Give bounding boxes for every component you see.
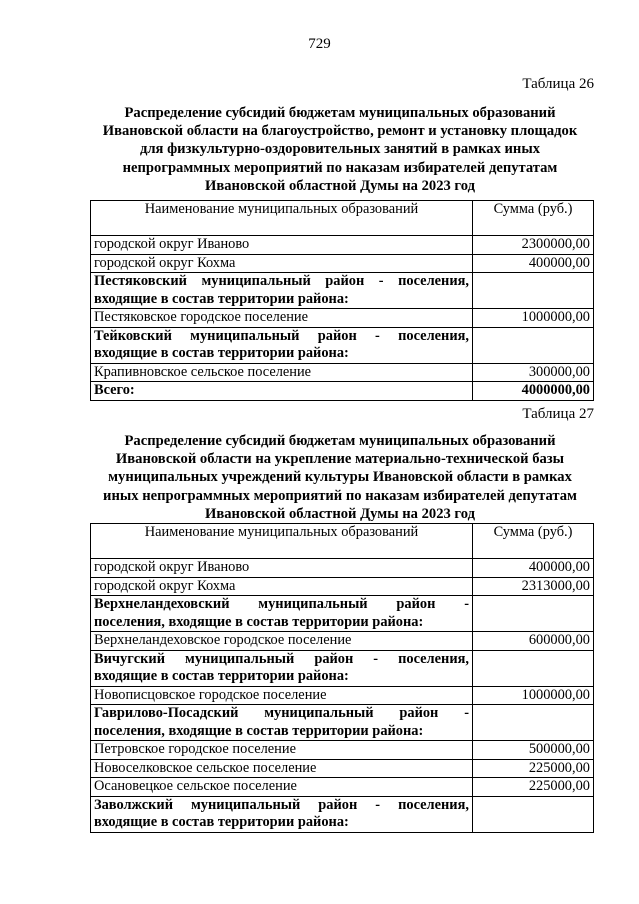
municipality-name: городской округ Кохма <box>91 254 473 273</box>
column-header-sum: Сумма (руб.) <box>473 201 594 236</box>
municipality-name: Верхнеландеховское городское поселение <box>91 632 473 651</box>
district-name <box>91 705 473 741</box>
table-row <box>91 778 594 797</box>
empty-cell <box>473 650 594 686</box>
district-name-line: входящие в состав территории района: <box>94 668 349 684</box>
district-name-line: поселения, входящие в состав территории района: <box>94 613 424 630</box>
table-26 <box>90 200 594 401</box>
municipality-name: Петровское городское поселение <box>91 741 473 760</box>
heading-line: Распределение субсидий бюджетам муниципальных образований <box>124 433 556 449</box>
municipality-name: Пестяковское городское поселение <box>91 309 473 328</box>
district-name-line: входящие в состав территории района: <box>94 345 349 361</box>
district-name-line: Вичугский муниципальный район - поселения, <box>94 650 469 667</box>
subsidy-sum: 400000,00 <box>473 559 594 578</box>
table-row <box>91 632 594 651</box>
page-number: 729 <box>308 36 331 52</box>
empty-cell <box>473 596 594 632</box>
district-name <box>91 796 473 832</box>
subsidy-sum: 400000,00 <box>473 254 594 273</box>
district-name <box>91 596 473 632</box>
district-name-line: Пестяковский муниципальный район - поселения, <box>94 273 469 289</box>
table-27 <box>90 523 594 833</box>
district-name <box>91 327 473 363</box>
subsidy-sum: 225000,00 <box>473 759 594 778</box>
table-row <box>91 759 594 778</box>
heading-line: Распределение субсидий бюджетам муниципальных образований <box>124 105 556 121</box>
district-row <box>91 327 594 363</box>
heading-line: иных непрограммных мероприятий по наказам избирателей депутатам <box>103 487 577 504</box>
table-header-row <box>91 524 594 559</box>
table-26-heading <box>90 104 590 195</box>
subsidy-sum: 600000,00 <box>473 632 594 651</box>
subsidy-sum: 225000,00 <box>473 778 594 797</box>
district-row <box>91 650 594 686</box>
municipality-name: городской округ Иваново <box>91 236 473 255</box>
empty-cell <box>473 796 594 832</box>
table-row <box>91 309 594 328</box>
district-name-line: входящие в состав территории района: <box>94 290 349 307</box>
municipality-name: городской округ Иваново <box>91 559 473 578</box>
subsidy-sum: 500000,00 <box>473 741 594 760</box>
total-label: Всего: <box>91 382 473 401</box>
heading-line: муниципальных учреждений культуры Ивановской области в рамках <box>108 469 572 486</box>
table-row <box>91 686 594 705</box>
district-name-line: Тейковский муниципальный район - поселения, <box>94 327 469 344</box>
subsidy-sum: 2313000,00 <box>473 577 594 596</box>
district-name-line: поселения, входящие в состав территории района: <box>94 722 424 739</box>
district-name <box>91 650 473 686</box>
subsidy-sum: 1000000,00 <box>473 686 594 705</box>
district-name-line: Заволжский муниципальный район - поселения, <box>94 796 469 813</box>
heading-line: Ивановской областной Думы на 2023 год <box>205 505 475 522</box>
municipality-name: Новописцовское городское поселение <box>91 686 473 705</box>
district-name-line: Гаврилово-Посадский муниципальный район - <box>94 705 469 721</box>
empty-cell <box>473 327 594 363</box>
district-name <box>91 273 473 309</box>
district-row <box>91 596 594 632</box>
district-row <box>91 273 594 309</box>
table-27-heading <box>90 432 590 523</box>
empty-cell <box>473 705 594 741</box>
heading-line: Ивановской области на укрепление материально-технической базы <box>115 451 565 468</box>
table-row <box>91 236 594 255</box>
column-header-sum: Сумма (руб.) <box>473 524 594 559</box>
table-26-label: Таблица 26 <box>522 76 594 92</box>
table-27-label: Таблица 27 <box>522 406 594 422</box>
table-header-row <box>91 201 594 236</box>
column-header-name: Наименование муниципальных образований <box>91 524 473 559</box>
subsidy-sum: 1000000,00 <box>473 309 594 328</box>
municipality-name: Новоселковское сельское поселение <box>91 759 473 778</box>
district-name-line: Верхнеландеховский муниципальный район - <box>94 596 469 612</box>
table-row <box>91 559 594 578</box>
column-header-name: Наименование муниципальных образований <box>91 201 473 236</box>
heading-line: Ивановской областной Думы на 2023 год <box>205 177 475 194</box>
table-row <box>91 254 594 273</box>
subsidy-sum: 2300000,00 <box>473 236 594 255</box>
table-row <box>91 577 594 596</box>
municipality-name: Крапивновское сельское поселение <box>91 363 473 382</box>
heading-line: для физкультурно-оздоровительных занятий в рамках иных <box>139 141 541 158</box>
total-sum: 4000000,00 <box>473 382 594 401</box>
empty-cell <box>473 273 594 309</box>
table-row <box>91 363 594 382</box>
district-row <box>91 705 594 741</box>
heading-line: Ивановской области на благоустройство, ремонт и установку площадок <box>102 123 578 140</box>
total-row <box>91 382 594 401</box>
municipality-name: Осановецкое сельское поселение <box>91 778 473 797</box>
heading-line: непрограммных мероприятий по наказам избирателей депутатам <box>122 159 558 176</box>
municipality-name: городской округ Кохма <box>91 577 473 596</box>
district-name-line: входящие в состав территории района: <box>94 814 349 830</box>
table-row <box>91 741 594 760</box>
district-row <box>91 796 594 832</box>
subsidy-sum: 300000,00 <box>473 363 594 382</box>
